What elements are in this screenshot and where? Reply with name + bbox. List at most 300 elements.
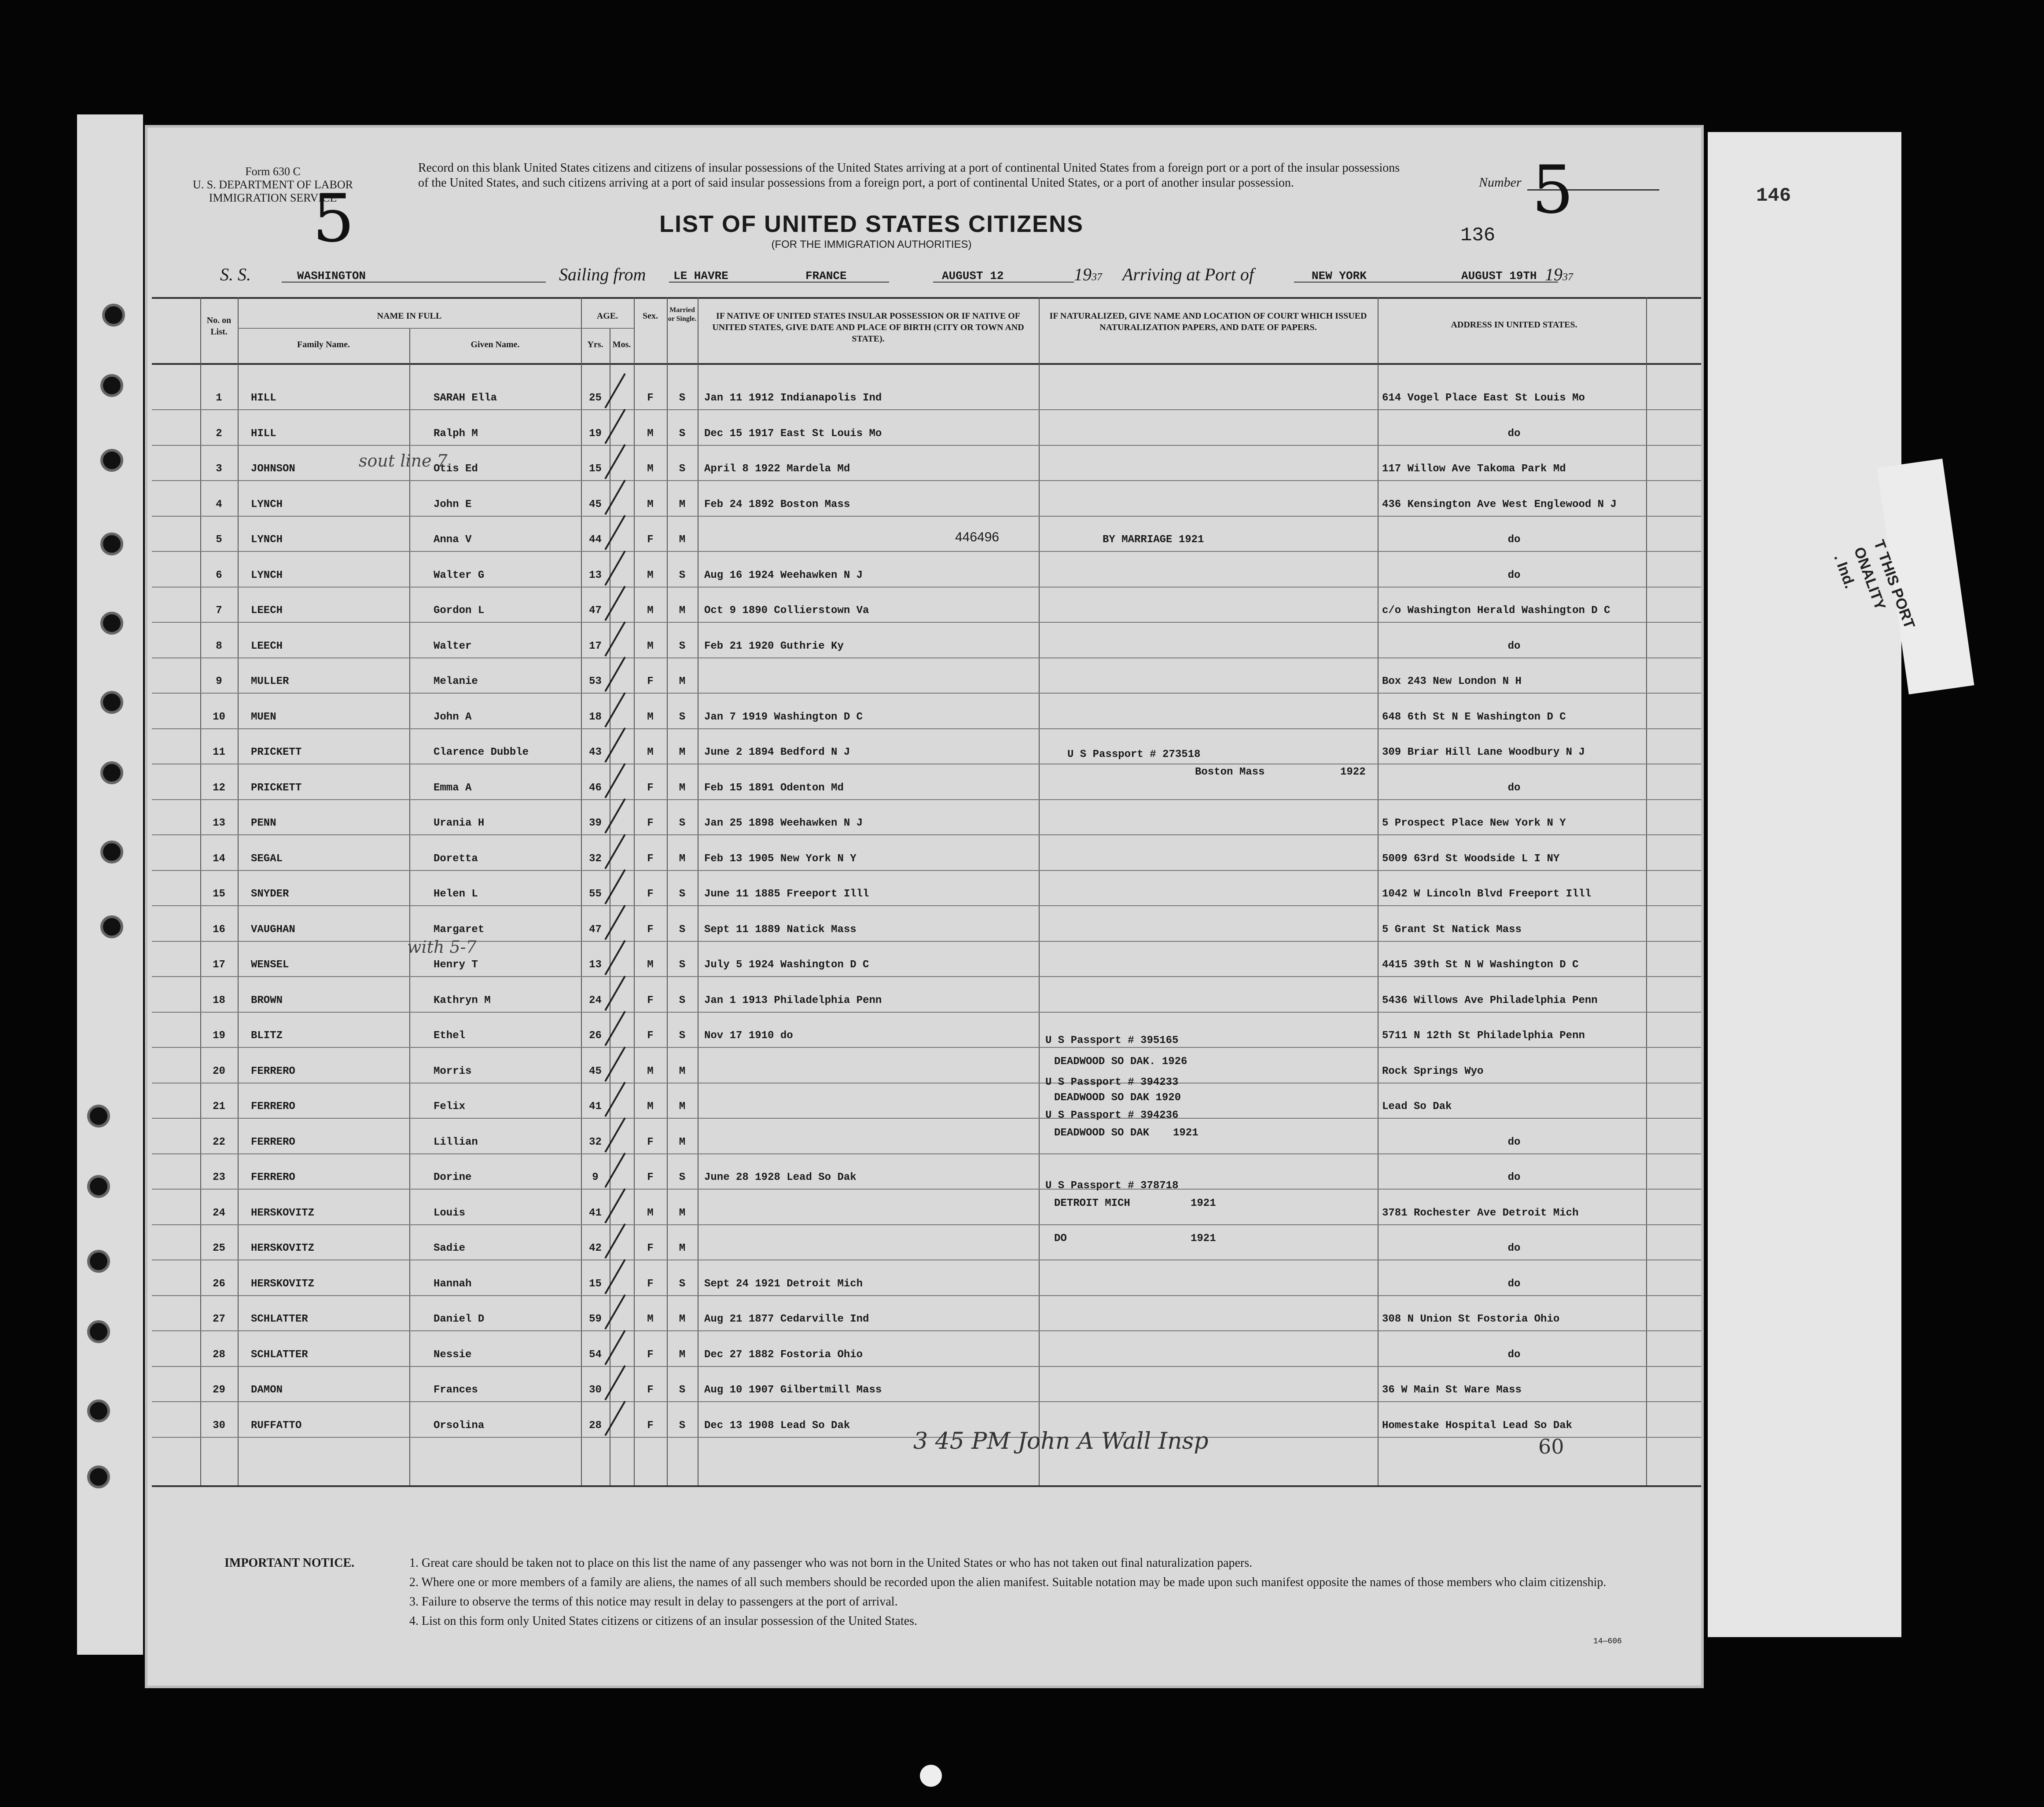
given-name: Otis Ed [434, 463, 478, 475]
row-rule [152, 834, 1701, 835]
birth-info: July 5 1924 Washington D C [704, 959, 869, 971]
family-name: LYNCH [251, 534, 283, 546]
us-address: 3781 Rochester Ave Detroit Mich [1382, 1207, 1579, 1219]
header-married: Married or Single. [668, 306, 697, 323]
family-name: WENSEL [251, 959, 289, 971]
sex: M [647, 1313, 654, 1325]
row-number: 30 [213, 1419, 225, 1432]
court-location: DETROIT MICH [1054, 1197, 1130, 1209]
table-top-rule [152, 297, 1701, 299]
col-rule [1039, 297, 1040, 1485]
binding-hole [87, 1105, 110, 1128]
marital-status: M [679, 1207, 686, 1219]
page-subtitle: (FOR THE IMMIGRATION AUTHORITIES) [771, 239, 972, 250]
naturalization-info [1103, 1205, 1367, 1222]
binding-hole [100, 612, 123, 635]
us-address: do [1507, 1242, 1521, 1254]
age-years: 15 [589, 1278, 602, 1290]
row-rule [152, 1330, 1701, 1331]
number-label: Number [1479, 175, 1522, 190]
table-bottom-rule [152, 1485, 1701, 1487]
given-name: Frances [434, 1384, 478, 1396]
age-years: 41 [589, 1101, 602, 1113]
sex: M [647, 711, 654, 723]
notice-item: 3. Failure to observe the terms of this notice may result in delay to passengers at the port of arrival. [409, 1595, 898, 1609]
service: IMMIGRATION SERVICE [209, 191, 337, 204]
us-address: do [1507, 427, 1521, 440]
passport-number: U S Passport # 273518 [1067, 749, 1201, 760]
record-instructions: Record on this blank United States citizens and citizens of insular possessions of the United States arriving at a port of continental United States from a foreign port or a port of the insular possessions of the United States, and such citizens arriving at a port of said insular possessions from a foreign port, a port of continental United States, or a port of another insular possession. [418, 161, 1400, 190]
form-code: 14—606 [1593, 1637, 1622, 1646]
naturalization-info [1103, 709, 1367, 726]
family-name: MUEN [251, 711, 276, 723]
family-name: SCHLATTER [251, 1348, 308, 1361]
col-rule [1378, 297, 1379, 1485]
birth-info: Dec 13 1908 Lead So Dak [704, 1419, 850, 1432]
us-address: do [1507, 534, 1521, 546]
handwritten-note: sout line 7 [359, 451, 448, 470]
us-address: Rock Springs Wyo [1382, 1065, 1484, 1077]
row-rule [152, 1118, 1701, 1119]
given-name: Gordon L [434, 605, 485, 617]
naturalization-info [1103, 885, 1367, 903]
family-name: HERSKOVITZ [251, 1242, 315, 1254]
header-given: Given Name. [471, 340, 520, 349]
ss-label: S. S. [220, 264, 251, 284]
given-name: Ethel [434, 1030, 466, 1042]
given-name: John E [434, 498, 472, 511]
marital-status: S [679, 1172, 686, 1183]
handwritten-note: with 5-7 [407, 937, 477, 957]
marital-status: S [679, 640, 686, 652]
sex: F [647, 923, 654, 936]
us-address: c/o Washington Herald Washington D C [1382, 605, 1610, 617]
given-name: SARAH Ella [434, 392, 497, 404]
department: U. S. DEPARTMENT OF LABOR [193, 178, 353, 191]
row-rule [152, 622, 1701, 623]
us-address: 5 Grant St Natick Mass [1382, 923, 1522, 936]
row-rule [152, 976, 1701, 977]
court-location: DEADWOOD SO DAK. 1926 [1054, 1056, 1187, 1068]
age-years: 15 [589, 463, 602, 475]
sex: F [647, 1172, 654, 1183]
binding-hole [87, 1175, 110, 1198]
family-name: HILL [251, 392, 276, 404]
binding-hole [100, 533, 123, 555]
header-age: AGE. [596, 311, 618, 321]
court-location: DEADWOOD SO DAK [1054, 1127, 1150, 1139]
age-years: 43 [589, 746, 602, 758]
marital-status: M [679, 534, 686, 546]
age-years: 13 [589, 959, 602, 971]
marital-status: M [679, 782, 686, 794]
birth-info: Jan 25 1898 Weehawken N J [704, 817, 863, 829]
sail-year-prefix: 19 [1074, 264, 1092, 284]
naturalization-info [1103, 1275, 1367, 1293]
given-name: Louis [434, 1207, 466, 1219]
adjacent-page-rotated-text: T THIS PORT ONALITY . Ind. [1831, 537, 1918, 631]
row-rule [152, 409, 1701, 410]
family-name: PRICKETT [251, 782, 302, 794]
family-name: VAUGHAN [251, 923, 295, 936]
row-number: 11 [213, 746, 225, 758]
family-name: HERSKOVITZ [251, 1278, 315, 1290]
naturalization-info [1103, 673, 1367, 690]
us-address: 5 Prospect Place New York N Y [1382, 817, 1566, 829]
row-number: 21 [213, 1101, 225, 1113]
family-name: RUFFATTO [251, 1419, 302, 1432]
binding-hole [100, 691, 123, 714]
sex: F [647, 782, 654, 794]
age-years: 18 [589, 711, 602, 723]
birth-info [704, 673, 1034, 690]
row-number: 9 [216, 676, 222, 687]
naturalization-info [1103, 460, 1367, 478]
sail-year-suffix: 37 [1092, 272, 1102, 283]
naturalization-info [1103, 921, 1367, 939]
birth-info [704, 1098, 1034, 1116]
us-address: 308 N Union St Fostoria Ohio [1382, 1313, 1560, 1325]
notice-item: 1. Great care should be taken not to place on this list the name of any passenger who was not born in the United States or who has not taken out final naturalization papers. [409, 1556, 1253, 1570]
sex: F [647, 817, 654, 829]
row-rule [152, 1153, 1701, 1154]
row-number: 26 [213, 1278, 225, 1290]
binding-hole [87, 1250, 110, 1273]
us-address: 436 Kensington Ave West Englewood N J [1382, 498, 1617, 511]
naturalization-info: BY MARRIAGE 1921 [1103, 534, 1204, 546]
binding-hole [87, 1399, 110, 1422]
age-years: 55 [589, 888, 602, 900]
birth-info: Jan 1 1913 Philadelphia Penn [704, 994, 882, 1006]
marital-status: M [679, 1136, 686, 1148]
row-number: 28 [213, 1348, 225, 1361]
family-name: DAMON [251, 1384, 283, 1396]
row-number: 5 [216, 534, 222, 546]
given-name: Urania H [434, 817, 485, 829]
notice-heading: IMPORTANT NOTICE. [224, 1556, 355, 1570]
court-year: 1921 [1191, 1197, 1216, 1209]
passport-number: U S Passport # 395165 [1045, 1035, 1179, 1047]
header-address: ADDRESS IN UNITED STATES. [1451, 320, 1577, 330]
important-notice [224, 1554, 1677, 1631]
court-location: DO [1054, 1233, 1067, 1245]
sex: M [647, 498, 654, 511]
sailing-rule [669, 282, 889, 283]
row-rule [152, 1295, 1701, 1296]
us-address: 36 W Main St Ware Mass [1382, 1384, 1522, 1396]
sex: M [647, 427, 654, 440]
family-name: FERRERO [251, 1136, 295, 1148]
birth-info [704, 1240, 1034, 1257]
given-name: Doretta [434, 852, 478, 865]
sex: F [647, 1419, 654, 1432]
birth-info: June 11 1885 Freeport Illl [704, 888, 869, 900]
naturalization-info [1103, 1346, 1367, 1364]
family-name: LYNCH [251, 498, 283, 511]
family-name: SCHLATTER [251, 1313, 308, 1325]
marital-status: M [679, 605, 686, 617]
naturalization-info [1103, 1381, 1367, 1399]
ship-rule [282, 282, 546, 283]
sex: M [647, 746, 654, 758]
court-year: 1921 [1191, 1233, 1216, 1245]
age-years: 26 [589, 1030, 602, 1042]
family-name: HERSKOVITZ [251, 1207, 315, 1219]
sex: F [647, 994, 654, 1006]
row-rule [152, 480, 1701, 481]
us-address: 1042 W Lincoln Blvd Freeport Illl [1382, 888, 1592, 900]
birth-info [704, 1063, 1034, 1080]
birth-info: Oct 9 1890 Collierstown Va [704, 605, 869, 617]
age-years: 47 [589, 605, 602, 617]
family-name: LEECH [251, 640, 283, 652]
row-number: 17 [213, 959, 225, 971]
naturalization-info [1103, 602, 1367, 620]
given-name: Sadie [434, 1242, 466, 1254]
given-name: Walter G [434, 569, 485, 581]
naturalization-info [1103, 850, 1367, 868]
given-name: Ralph M [434, 427, 478, 440]
header-family: Family Name. [297, 340, 350, 349]
arrive-date: AUGUST 19TH [1461, 269, 1537, 283]
row-rule [152, 693, 1701, 694]
given-name: Margaret [434, 923, 485, 936]
row-rule [152, 1401, 1701, 1402]
family-name: PRICKETT [251, 746, 302, 758]
us-address: 4415 39th St N W Washington D C [1382, 959, 1579, 971]
adjacent-page-number: 146 [1756, 185, 1791, 207]
passenger-table [152, 297, 1701, 1485]
naturalization-info [1103, 389, 1367, 407]
arrive-year-prefix: 19 [1545, 264, 1562, 284]
binding-hole [100, 761, 123, 784]
row-number: 23 [213, 1172, 225, 1183]
given-name: Lillian [434, 1136, 478, 1148]
header-mos: Mos. [612, 340, 631, 349]
row-rule [152, 905, 1701, 906]
us-address: do [1507, 782, 1521, 794]
given-name: John A [434, 711, 472, 723]
given-name: Hannah [434, 1278, 472, 1290]
binding-strip [77, 114, 143, 1655]
birth-info: June 28 1928 Lead So Dak [704, 1172, 857, 1183]
naturalization-info [1103, 567, 1367, 584]
sex: F [647, 1384, 654, 1396]
age-years: 59 [589, 1313, 602, 1325]
birth-info: Feb 21 1920 Guthrie Ky [704, 640, 844, 652]
us-address: 5009 63rd St Woodside L I NY [1382, 852, 1560, 865]
row-number: 8 [216, 640, 222, 652]
marital-status: M [679, 1101, 686, 1113]
row-number: 3 [216, 463, 222, 475]
row-number: 25 [213, 1242, 225, 1254]
row-number: 7 [216, 605, 222, 617]
adjacent-page [1708, 132, 1901, 1637]
page-title: LIST OF UNITED STATES CITIZENS [659, 211, 1084, 237]
birth-info: Aug 21 1877 Cedarville Ind [704, 1313, 869, 1325]
family-name: LEECH [251, 605, 283, 617]
given-name: Morris [434, 1065, 472, 1077]
sex: M [647, 605, 654, 617]
marital-status: S [679, 959, 686, 971]
date-rule [933, 282, 1074, 283]
naturalization-info [1103, 425, 1367, 443]
passport-number: 446496 [955, 530, 1000, 544]
given-name: Clarence Dubble [434, 746, 529, 758]
naturalization-info [1103, 638, 1367, 655]
passport-number: U S Passport # 394233 [1045, 1076, 1179, 1088]
age-years: 17 [589, 640, 602, 652]
row-rule [152, 1012, 1701, 1013]
sex: F [647, 676, 654, 687]
age-years: 41 [589, 1207, 602, 1219]
stamped-number: 136 [1460, 224, 1496, 246]
sex: F [647, 1278, 654, 1290]
row-rule [152, 1224, 1701, 1225]
us-address: 5436 Willows Ave Philadelphia Penn [1382, 994, 1598, 1006]
marital-status: S [679, 994, 686, 1006]
age-years: 45 [589, 1065, 602, 1077]
notice-item: 4. List on this form only United States citizens or citizens of an insular possession of the United States. [409, 1614, 918, 1628]
family-name: JOHNSON [251, 463, 295, 475]
age-years: 32 [589, 852, 602, 865]
age-years: 19 [589, 427, 602, 440]
marital-status: S [679, 1278, 686, 1290]
age-years: 45 [589, 498, 602, 511]
marital-status: S [679, 392, 686, 404]
age-years: 54 [589, 1348, 602, 1361]
sail-year [1074, 264, 1102, 285]
sex: M [647, 569, 654, 581]
row-number: 12 [213, 782, 225, 794]
row-number: 2 [216, 427, 222, 440]
naturalization-info [1103, 1311, 1367, 1328]
court-year: 1921 [1173, 1127, 1198, 1139]
court-location: DEADWOOD SO DAK 1920 [1054, 1092, 1181, 1104]
sex: F [647, 852, 654, 865]
list-number-handwritten: 5 [312, 180, 355, 257]
binding-hole [87, 1465, 110, 1488]
age-years: 46 [589, 782, 602, 794]
marital-status: M [679, 1065, 686, 1077]
birth-info: Feb 15 1891 Odenton Md [704, 782, 844, 794]
binding-hole [100, 841, 123, 863]
us-address: do [1507, 1278, 1521, 1290]
us-address: 309 Briar Hill Lane Woodbury N J [1382, 746, 1585, 758]
sex: M [647, 1101, 654, 1113]
naturalization-info [1103, 1240, 1367, 1257]
us-address: Lead So Dak [1382, 1101, 1452, 1113]
from-port: LE HAVRE [673, 269, 728, 283]
birth-info: Dec 27 1882 Fostoria Ohio [704, 1348, 863, 1361]
age-years: 53 [589, 676, 602, 687]
row-rule [152, 799, 1701, 800]
family-name: HILL [251, 427, 276, 440]
header-naturalized: IF NATURALIZED, GIVE NAME AND LOCATION OF COURT WHICH ISSUED NATURALIZATION PAPERS, AND DATE OF PAPERS. [1049, 311, 1367, 332]
row-rule [152, 728, 1701, 729]
given-name: Felix [434, 1101, 466, 1113]
row-number: 27 [213, 1313, 225, 1325]
court-year: 1922 [1340, 766, 1366, 778]
birth-info: Sept 24 1921 Detroit Mich [704, 1278, 863, 1290]
sex: F [647, 1242, 654, 1254]
marital-status: M [679, 1313, 686, 1325]
age-years: 39 [589, 817, 602, 829]
marital-status: S [679, 1030, 686, 1042]
sex: F [647, 1030, 654, 1042]
binding-hole [100, 915, 123, 938]
sex: F [647, 392, 654, 404]
row-number: 22 [213, 1136, 225, 1148]
family-name: MULLER [251, 676, 289, 687]
binding-hole [100, 374, 123, 397]
birth-info: Nov 17 1910 do [704, 1030, 793, 1042]
subheader-rule [238, 328, 634, 329]
court-location: Boston Mass [1195, 766, 1265, 778]
sex: F [647, 534, 654, 546]
birth-info [704, 1134, 1034, 1151]
given-name: Henry T [434, 959, 478, 971]
marital-status: M [679, 852, 686, 865]
punch-hole [920, 1765, 942, 1787]
given-name: Dorine [434, 1172, 472, 1183]
marital-status: S [679, 817, 686, 829]
binding-hole [102, 304, 125, 327]
row-rule [152, 445, 1701, 446]
row-number: 10 [213, 711, 225, 723]
header-name: NAME IN FULL [377, 311, 442, 321]
row-number: 18 [213, 994, 225, 1006]
age-years: 42 [589, 1242, 602, 1254]
header-yrs: Yrs. [587, 340, 603, 349]
row-rule [152, 1189, 1701, 1190]
marital-status: S [679, 711, 686, 723]
sex: M [647, 640, 654, 652]
marital-status: M [679, 746, 686, 758]
us-address: do [1507, 1136, 1521, 1148]
us-address: do [1507, 1172, 1521, 1183]
row-number: 16 [213, 923, 225, 936]
sailing-label: Sailing from [559, 264, 646, 284]
birth-info: Jan 7 1919 Washington D C [704, 711, 863, 723]
age-years: 30 [589, 1384, 602, 1396]
sex: M [647, 1065, 654, 1077]
header-birth: IF NATIVE OF UNITED STATES INSULAR POSSESSION OR IF NATIVE OF UNITED STATES, GIVE DATE AND PLACE OF BIRTH (CITY OR TOWN AND STATE). [712, 311, 1024, 344]
voyage-line [220, 264, 1673, 290]
birth-info [704, 1205, 1034, 1222]
passenger-count: 60 [1538, 1435, 1564, 1458]
header-no: No. on List. [206, 316, 232, 337]
row-rule [152, 551, 1701, 552]
naturalization-info [1103, 956, 1367, 974]
birth-info: Feb 24 1892 Boston Mass [704, 498, 850, 511]
age-years: 32 [589, 1136, 602, 1148]
us-address: 117 Willow Ave Takoma Park Md [1382, 463, 1566, 475]
row-number: 29 [213, 1384, 225, 1396]
given-name: Walter [434, 640, 472, 652]
sheet-number-handwritten: 5 [1532, 152, 1574, 228]
sex: M [647, 1207, 654, 1219]
birth-info: April 8 1922 Mardela Md [704, 463, 850, 475]
sex: F [647, 1136, 654, 1148]
us-address: Box 243 New London N H [1382, 676, 1522, 687]
binding-hole [100, 449, 123, 472]
family-name: FERRERO [251, 1101, 295, 1113]
age-years: 28 [589, 1419, 602, 1432]
age-years: 24 [589, 994, 602, 1006]
birth-info: Jan 11 1912 Indianapolis Ind [704, 392, 882, 404]
family-name: FERRERO [251, 1172, 295, 1183]
